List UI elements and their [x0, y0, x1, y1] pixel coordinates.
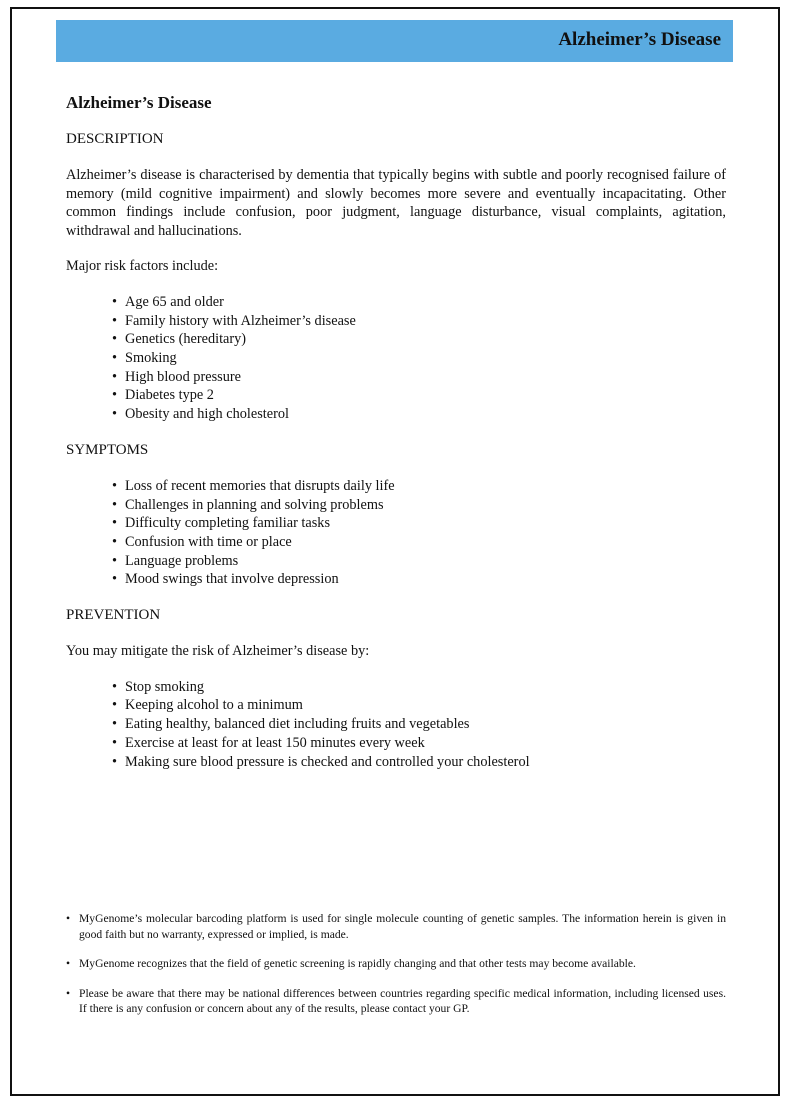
- list-item: • Challenges in planning and solving problems: [112, 496, 726, 515]
- risk-factors-list: [112, 293, 726, 424]
- prevention-intro: You may mitigate the risk of Alzheimer’s disease by:: [66, 643, 370, 660]
- main-content: [66, 92, 726, 788]
- document-title: Alzheimer’s Disease: [66, 93, 212, 112]
- header-bar: [56, 20, 733, 62]
- list-item: • Making sure blood pressure is checked and controlled your cholesterol: [112, 753, 726, 772]
- list-item: • Age 65 and older: [112, 293, 726, 312]
- list-item: • Family history with Alzheimer’s disease: [112, 312, 726, 331]
- list-item: • Smoking: [112, 349, 726, 368]
- footnote: [66, 911, 726, 942]
- prevention-list: [112, 678, 726, 772]
- list-item: • Confusion with time or place: [112, 533, 726, 552]
- description-heading: DESCRIPTION: [66, 131, 164, 147]
- risk-factors-intro: Major risk factors include:: [66, 258, 219, 275]
- symptoms-list: [112, 477, 726, 589]
- list-item: • Difficulty completing familiar tasks: [112, 514, 726, 533]
- footnote-text: Please be aware that there may be national differences between countries regarding specific medical information, including licensed uses. If there is any confusion or concern about any of the results, please contact your GP.: [79, 986, 726, 1015]
- header-title: Alzheimer’s Disease: [558, 29, 721, 50]
- footnote: [66, 986, 726, 1017]
- list-item: • Loss of recent memories that disrupts daily life: [112, 477, 726, 496]
- list-item: • Genetics (hereditary): [112, 330, 726, 349]
- symptoms-heading: SYMPTOMS: [66, 441, 149, 458]
- footnotes: [66, 911, 726, 1031]
- list-item: • Language problems: [112, 552, 726, 571]
- footnote: [66, 956, 726, 972]
- footnote-text: MyGenome’s molecular barcoding platform is used for single molecule counting of genetic samples. The information herein is given in good faith but no warranty, expressed or implied, is made.: [79, 912, 726, 941]
- list-item: • Obesity and high cholesterol: [112, 405, 726, 424]
- list-item: • Keeping alcohol to a minimum: [112, 696, 726, 715]
- prevention-heading: PREVENTION: [66, 607, 161, 624]
- description-paragraph: Alzheimer’s disease is characterised by dementia that typically begins with subtle and poorly recognised failure of memory (mild cognitive impairment) and slowly becomes more severe and eventually incapacitating. Other common findings include confusion, poor judgment, language disturbance, visual complaints, agitation, withdrawal and hallucinations.: [66, 167, 726, 239]
- list-item: • Stop smoking: [112, 678, 726, 697]
- footnote-text: MyGenome recognizes that the field of genetic screening is rapidly changing and that other tests may become available.: [79, 957, 636, 970]
- list-item: • Eating healthy, balanced diet including fruits and vegetables: [112, 715, 726, 734]
- list-item: • Mood swings that involve depression: [112, 570, 726, 589]
- list-item: • High blood pressure: [112, 368, 726, 387]
- bullet-icon: •: [66, 986, 71, 1000]
- bullet-icon: •: [66, 912, 71, 925]
- list-item: • Diabetes type 2: [112, 386, 726, 405]
- list-item: • Exercise at least for at least 150 minutes every week: [112, 734, 726, 753]
- bullet-icon: •: [66, 957, 71, 970]
